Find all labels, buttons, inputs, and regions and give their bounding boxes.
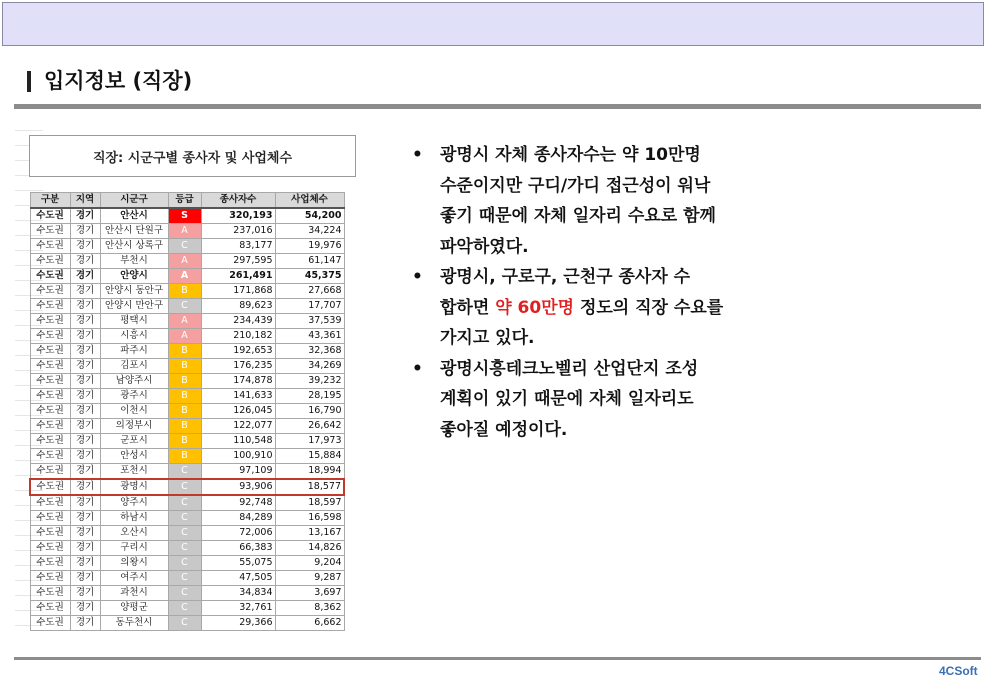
bullet-text: 합하면 bbox=[440, 297, 496, 318]
businesses-cell: 34,224 bbox=[275, 224, 344, 239]
workers-cell: 141,633 bbox=[201, 389, 275, 404]
workers-cell: 110,548 bbox=[201, 434, 275, 449]
bullet-item bbox=[412, 140, 812, 262]
workers-cell: 174,878 bbox=[201, 374, 275, 389]
city-cell: 군포시 bbox=[100, 434, 168, 449]
area-cell: 경기 bbox=[70, 511, 100, 526]
region-cell: 수도권 bbox=[30, 359, 70, 374]
area-cell: 경기 bbox=[70, 434, 100, 449]
businesses-cell: 26,642 bbox=[275, 419, 344, 434]
businesses-cell: 37,539 bbox=[275, 314, 344, 329]
table-row bbox=[30, 601, 344, 616]
businesses-cell: 14,826 bbox=[275, 541, 344, 556]
city-cell: 구리시 bbox=[100, 541, 168, 556]
grade-cell: C bbox=[168, 556, 201, 571]
grade-cell: C bbox=[168, 511, 201, 526]
grade-cell: B bbox=[168, 419, 201, 434]
businesses-cell: 17,973 bbox=[275, 434, 344, 449]
area-cell: 경기 bbox=[70, 254, 100, 269]
table-row bbox=[30, 526, 344, 541]
bullet-text: 가지고 있다. bbox=[440, 328, 535, 348]
table-body bbox=[30, 208, 344, 631]
workers-cell: 83,177 bbox=[201, 239, 275, 254]
table-row bbox=[30, 359, 344, 374]
region-cell: 수도권 bbox=[30, 434, 70, 449]
workers-cell: 122,077 bbox=[201, 419, 275, 434]
table-row bbox=[30, 464, 344, 480]
grade-cell: C bbox=[168, 526, 201, 541]
businesses-cell: 43,361 bbox=[275, 329, 344, 344]
table-row bbox=[30, 511, 344, 526]
table-row bbox=[30, 449, 344, 464]
businesses-cell: 18,597 bbox=[275, 495, 344, 511]
grade-cell: C bbox=[168, 464, 201, 480]
bullet-text: 좋아질 예정이다. bbox=[440, 419, 568, 440]
grade-cell: B bbox=[168, 374, 201, 389]
workers-cell: 192,653 bbox=[201, 344, 275, 359]
workers-cell: 84,289 bbox=[201, 511, 275, 526]
city-cell: 이천시 bbox=[100, 404, 168, 419]
table-row bbox=[30, 434, 344, 449]
area-cell: 경기 bbox=[70, 556, 100, 571]
page-title: 입지정보 (직장) bbox=[44, 69, 193, 93]
title-marker bbox=[27, 71, 31, 92]
businesses-cell: 15,884 bbox=[275, 449, 344, 464]
workers-cell: 237,016 bbox=[201, 224, 275, 239]
region-cell: 수도권 bbox=[30, 239, 70, 254]
businesses-cell: 27,668 bbox=[275, 284, 344, 299]
region-cell: 수도권 bbox=[30, 254, 70, 269]
summary-bullets bbox=[412, 140, 812, 445]
city-cell: 오산시 bbox=[100, 526, 168, 541]
workers-cell: 210,182 bbox=[201, 329, 275, 344]
businesses-cell: 9,204 bbox=[275, 556, 344, 571]
area-cell: 경기 bbox=[70, 404, 100, 419]
grade-cell: C bbox=[168, 239, 201, 254]
region-cell: 수도권 bbox=[30, 449, 70, 464]
top-banner bbox=[2, 2, 984, 46]
region-cell: 수도권 bbox=[30, 511, 70, 526]
grade-cell: B bbox=[168, 389, 201, 404]
grade-cell: A bbox=[168, 329, 201, 344]
grade-cell: A bbox=[168, 314, 201, 329]
region-cell: 수도권 bbox=[30, 586, 70, 601]
area-cell: 경기 bbox=[70, 419, 100, 434]
workers-cell: 93,906 bbox=[201, 479, 275, 495]
grade-cell: B bbox=[168, 284, 201, 299]
region-cell: 수도권 bbox=[30, 526, 70, 541]
region-cell: 수도권 bbox=[30, 541, 70, 556]
city-cell: 안성시 bbox=[100, 449, 168, 464]
footer-divider bbox=[14, 657, 981, 660]
bullet-item bbox=[412, 262, 812, 354]
businesses-cell: 8,362 bbox=[275, 601, 344, 616]
grade-cell: A bbox=[168, 254, 201, 269]
grade-cell: A bbox=[168, 269, 201, 284]
businesses-cell: 17,707 bbox=[275, 299, 344, 314]
area-cell: 경기 bbox=[70, 389, 100, 404]
grade-cell: C bbox=[168, 541, 201, 556]
city-cell: 남양주시 bbox=[100, 374, 168, 389]
workers-cell: 297,595 bbox=[201, 254, 275, 269]
workers-cell: 261,491 bbox=[201, 269, 275, 284]
column-header: 지역 bbox=[70, 193, 100, 209]
workers-cell: 55,075 bbox=[201, 556, 275, 571]
businesses-cell: 19,976 bbox=[275, 239, 344, 254]
workers-cell: 66,383 bbox=[201, 541, 275, 556]
grade-cell: A bbox=[168, 224, 201, 239]
city-cell: 안산시 bbox=[100, 208, 168, 224]
area-cell: 경기 bbox=[70, 601, 100, 616]
company-logo: 4CSoft bbox=[939, 664, 978, 678]
city-cell: 파주시 bbox=[100, 344, 168, 359]
grade-cell: C bbox=[168, 299, 201, 314]
grade-cell: B bbox=[168, 434, 201, 449]
region-cell: 수도권 bbox=[30, 601, 70, 616]
table-header-row bbox=[30, 193, 344, 209]
grade-cell: C bbox=[168, 616, 201, 631]
businesses-cell: 3,697 bbox=[275, 586, 344, 601]
area-cell: 경기 bbox=[70, 299, 100, 314]
bullet-text: 계획이 있기 때문에 자체 일자리도 bbox=[440, 389, 694, 409]
city-cell: 광주시 bbox=[100, 389, 168, 404]
region-cell: 수도권 bbox=[30, 299, 70, 314]
region-cell: 수도권 bbox=[30, 329, 70, 344]
city-cell: 하남시 bbox=[100, 511, 168, 526]
column-header: 사업체수 bbox=[275, 193, 344, 209]
area-cell: 경기 bbox=[70, 495, 100, 511]
region-cell: 수도권 bbox=[30, 404, 70, 419]
city-cell: 의왕시 bbox=[100, 556, 168, 571]
area-cell: 경기 bbox=[70, 224, 100, 239]
businesses-cell: 28,195 bbox=[275, 389, 344, 404]
businesses-cell: 18,577 bbox=[275, 479, 344, 495]
table-row bbox=[30, 404, 344, 419]
area-cell: 경기 bbox=[70, 239, 100, 254]
region-cell: 수도권 bbox=[30, 314, 70, 329]
table-row bbox=[30, 269, 344, 284]
businesses-cell: 6,662 bbox=[275, 616, 344, 631]
city-cell: 양주시 bbox=[100, 495, 168, 511]
table-row bbox=[30, 616, 344, 631]
area-cell: 경기 bbox=[70, 329, 100, 344]
city-cell: 안양시 bbox=[100, 269, 168, 284]
region-cell: 수도권 bbox=[30, 464, 70, 480]
area-cell: 경기 bbox=[70, 284, 100, 299]
grade-cell: B bbox=[168, 404, 201, 419]
city-cell: 의정부시 bbox=[100, 419, 168, 434]
city-cell: 시흥시 bbox=[100, 329, 168, 344]
table-row bbox=[30, 344, 344, 359]
table-row bbox=[30, 556, 344, 571]
region-cell: 수도권 bbox=[30, 344, 70, 359]
city-cell: 동두천시 bbox=[100, 616, 168, 631]
region-cell: 수도권 bbox=[30, 495, 70, 511]
table-row bbox=[30, 314, 344, 329]
table-row bbox=[30, 299, 344, 314]
column-header: 등급 bbox=[168, 193, 201, 209]
workers-cell: 47,505 bbox=[201, 571, 275, 586]
table-row bbox=[30, 224, 344, 239]
workers-cell: 97,109 bbox=[201, 464, 275, 480]
city-cell: 광명시 bbox=[100, 479, 168, 495]
table-row bbox=[30, 239, 344, 254]
region-cell: 수도권 bbox=[30, 374, 70, 389]
region-cell: 수도권 bbox=[30, 224, 70, 239]
businesses-cell: 34,269 bbox=[275, 359, 344, 374]
workers-cell: 29,366 bbox=[201, 616, 275, 631]
area-cell: 경기 bbox=[70, 571, 100, 586]
workers-cell: 92,748 bbox=[201, 495, 275, 511]
table-row bbox=[30, 329, 344, 344]
region-cell: 수도권 bbox=[30, 616, 70, 631]
area-cell: 경기 bbox=[70, 479, 100, 495]
grid-line bbox=[15, 130, 43, 131]
table-caption: 직장: 시군구별 종사자 및 사업체수 bbox=[29, 135, 356, 177]
bullet-text: 광명시흥테크노벨리 산업단지 조성 bbox=[440, 358, 699, 379]
workers-cell: 171,868 bbox=[201, 284, 275, 299]
table-row bbox=[30, 571, 344, 586]
region-cell: 수도권 bbox=[30, 571, 70, 586]
table-row bbox=[30, 419, 344, 434]
workers-cell: 89,623 bbox=[201, 299, 275, 314]
businesses-cell: 54,200 bbox=[275, 208, 344, 224]
area-cell: 경기 bbox=[70, 359, 100, 374]
table-row bbox=[30, 541, 344, 556]
area-cell: 경기 bbox=[70, 586, 100, 601]
area-cell: 경기 bbox=[70, 269, 100, 284]
column-header: 시군구 bbox=[100, 193, 168, 209]
workers-cell: 34,834 bbox=[201, 586, 275, 601]
bullet-text: 좋기 때문에 자체 일자리 수요로 함께 bbox=[440, 206, 716, 226]
bullet-text: 광명시 자체 종사자수는 약 10만명 bbox=[440, 145, 701, 165]
area-cell: 경기 bbox=[70, 344, 100, 359]
highlight-text: 약 60만명 bbox=[495, 297, 575, 318]
area-cell: 경기 bbox=[70, 616, 100, 631]
city-cell: 과천시 bbox=[100, 586, 168, 601]
region-cell: 수도권 bbox=[30, 269, 70, 284]
workers-cell: 32,761 bbox=[201, 601, 275, 616]
table-row bbox=[30, 495, 344, 511]
bullet-text: 파악하였다. bbox=[440, 236, 529, 257]
grade-cell: B bbox=[168, 449, 201, 464]
bullet-text: 정도의 직장 수요를 bbox=[574, 297, 724, 318]
region-cell: 수도권 bbox=[30, 208, 70, 224]
city-cell: 안산시 상록구 bbox=[100, 239, 168, 254]
city-cell: 여주시 bbox=[100, 571, 168, 586]
city-cell: 양평군 bbox=[100, 601, 168, 616]
grade-cell: B bbox=[168, 344, 201, 359]
table-row bbox=[30, 254, 344, 269]
area-cell: 경기 bbox=[70, 314, 100, 329]
city-cell: 김포시 bbox=[100, 359, 168, 374]
workers-cell: 176,235 bbox=[201, 359, 275, 374]
workers-cell: 320,193 bbox=[201, 208, 275, 224]
area-cell: 경기 bbox=[70, 464, 100, 480]
businesses-cell: 18,994 bbox=[275, 464, 344, 480]
region-cell: 수도권 bbox=[30, 389, 70, 404]
grade-cell: C bbox=[168, 495, 201, 511]
businesses-cell: 39,232 bbox=[275, 374, 344, 389]
businesses-cell: 16,790 bbox=[275, 404, 344, 419]
city-cell: 안양시 만안구 bbox=[100, 299, 168, 314]
bullet-text: 수준이지만 구디/가디 접근성이 워낙 bbox=[440, 175, 711, 196]
area-cell: 경기 bbox=[70, 208, 100, 224]
grade-cell: S bbox=[168, 208, 201, 224]
grid-line bbox=[15, 190, 43, 191]
city-cell: 평택시 bbox=[100, 314, 168, 329]
area-cell: 경기 bbox=[70, 541, 100, 556]
region-cell: 수도권 bbox=[30, 479, 70, 495]
businesses-cell: 45,375 bbox=[275, 269, 344, 284]
workers-table bbox=[29, 192, 345, 631]
businesses-cell: 9,287 bbox=[275, 571, 344, 586]
businesses-cell: 16,598 bbox=[275, 511, 344, 526]
region-cell: 수도권 bbox=[30, 556, 70, 571]
table-row bbox=[30, 208, 344, 224]
region-cell: 수도권 bbox=[30, 419, 70, 434]
grade-cell: C bbox=[168, 601, 201, 616]
city-cell: 포천시 bbox=[100, 464, 168, 480]
column-header: 구분 bbox=[30, 193, 70, 209]
city-cell: 안양시 동안구 bbox=[100, 284, 168, 299]
city-cell: 안산시 단원구 bbox=[100, 224, 168, 239]
title-divider bbox=[14, 104, 981, 109]
businesses-cell: 13,167 bbox=[275, 526, 344, 541]
workers-cell: 234,439 bbox=[201, 314, 275, 329]
workers-cell: 72,006 bbox=[201, 526, 275, 541]
table-row bbox=[30, 586, 344, 601]
workers-cell: 126,045 bbox=[201, 404, 275, 419]
bullet-item bbox=[412, 354, 812, 446]
area-cell: 경기 bbox=[70, 374, 100, 389]
grade-cell: C bbox=[168, 479, 201, 495]
businesses-cell: 32,368 bbox=[275, 344, 344, 359]
grade-cell: C bbox=[168, 571, 201, 586]
businesses-cell: 61,147 bbox=[275, 254, 344, 269]
city-cell: 부천시 bbox=[100, 254, 168, 269]
table-row-highlighted bbox=[30, 479, 344, 495]
area-cell: 경기 bbox=[70, 449, 100, 464]
column-header: 종사자수 bbox=[201, 193, 275, 209]
grade-cell: B bbox=[168, 359, 201, 374]
bullet-text: 광명시, 구로구, 근천구 종사자 수 bbox=[440, 267, 691, 287]
table-row bbox=[30, 389, 344, 404]
table-row bbox=[30, 374, 344, 389]
table-row bbox=[30, 284, 344, 299]
grade-cell: C bbox=[168, 586, 201, 601]
workers-cell: 100,910 bbox=[201, 449, 275, 464]
area-cell: 경기 bbox=[70, 526, 100, 541]
region-cell: 수도권 bbox=[30, 284, 70, 299]
